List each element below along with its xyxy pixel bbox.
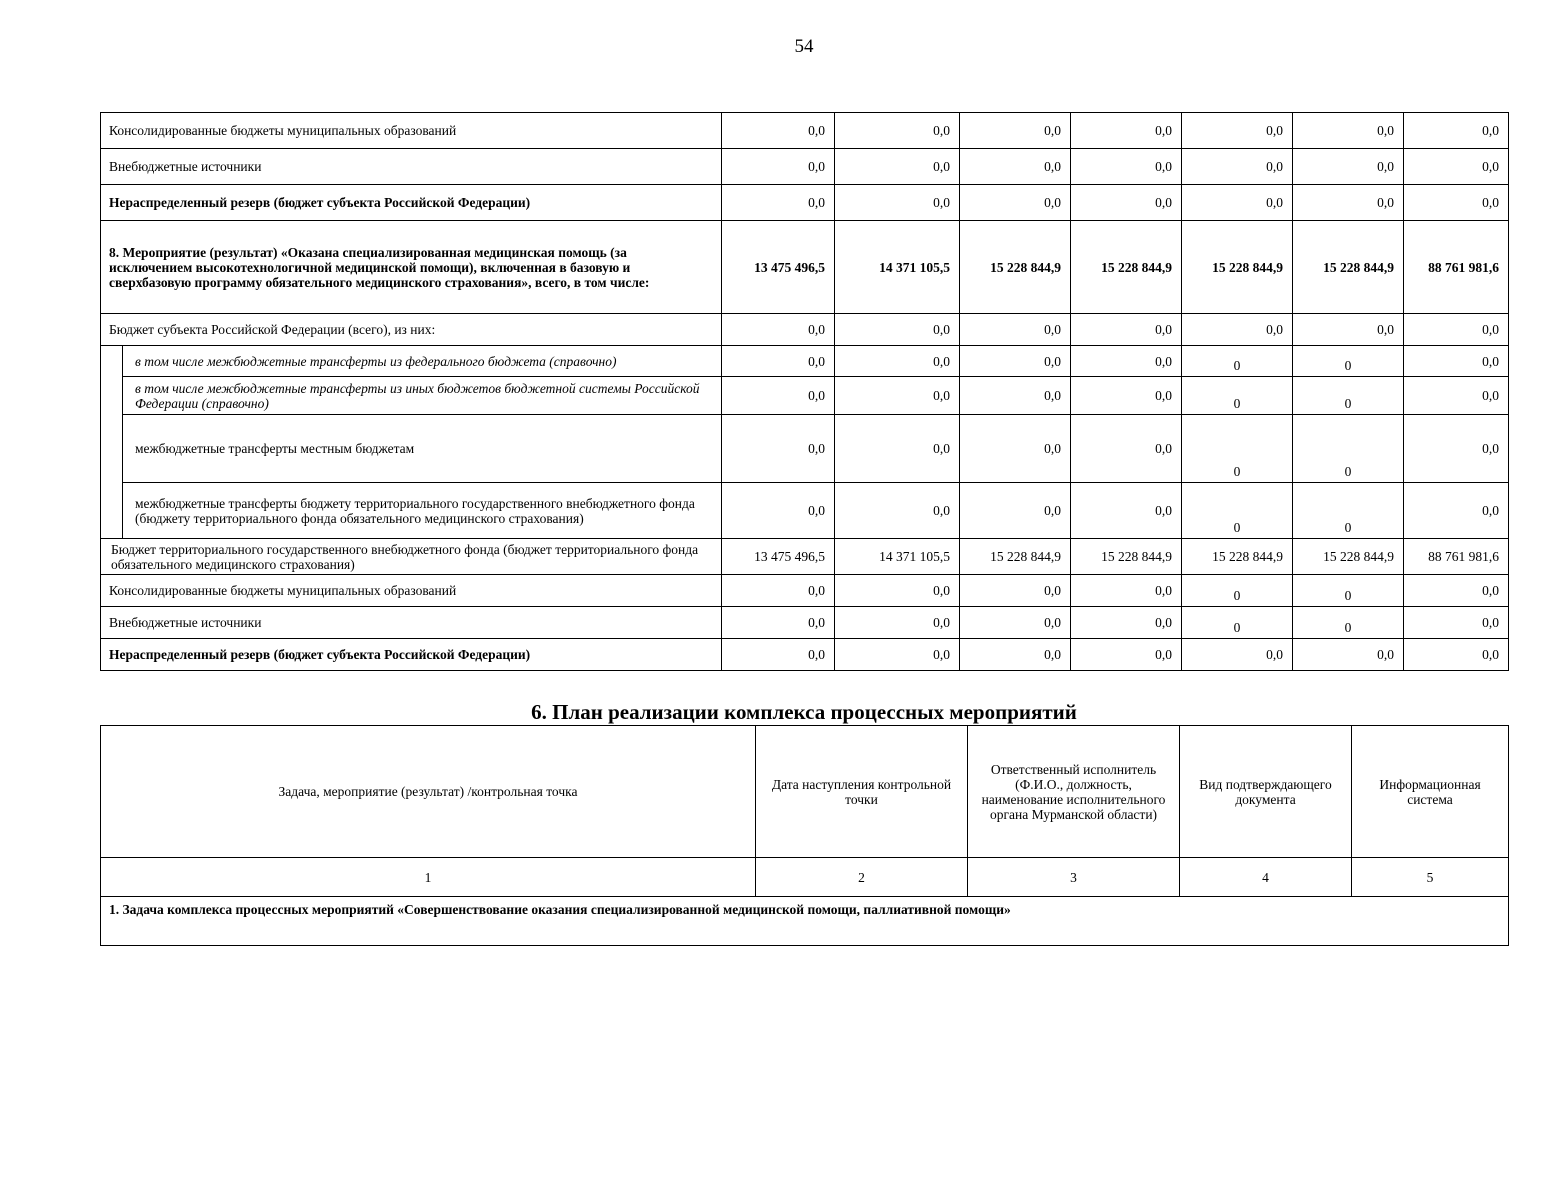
value-cell: 0,0	[1404, 377, 1509, 415]
value-cell: 0	[1182, 415, 1293, 483]
row-label: межбюджетные трансферты местным бюджетам	[123, 415, 722, 483]
finance-row	[101, 607, 1509, 639]
page-number: 54	[794, 36, 814, 57]
value-cell: 88 761 981,6	[1404, 221, 1509, 314]
row-label: Нераспределенный резерв (бюджет субъекта Российской Федерации)	[101, 639, 722, 671]
finance-row	[101, 346, 1509, 377]
value-cell: 0,0	[835, 483, 960, 539]
value-cell: 15 228 844,9	[1182, 221, 1293, 314]
value-cell: 0,0	[722, 377, 835, 415]
value-cell: 0,0	[835, 314, 960, 346]
value-cell: 0	[1293, 346, 1404, 377]
value-cell: 88 761 981,6	[1404, 539, 1509, 575]
value-cell: 0	[1182, 483, 1293, 539]
value-cell: 0,0	[1071, 415, 1182, 483]
finance-row	[101, 377, 1509, 415]
header-document-type: Вид подтверждающего документа	[1180, 726, 1352, 858]
value-cell: 14 371 105,5	[835, 221, 960, 314]
plan-column-numbers-row	[101, 858, 1509, 897]
finance-row	[101, 113, 1509, 149]
plan-header-row	[101, 726, 1509, 858]
value-cell: 0,0	[1182, 639, 1293, 671]
value-cell: 15 228 844,9	[1071, 221, 1182, 314]
value-cell: 0,0	[835, 575, 960, 607]
value-cell: 0,0	[1404, 185, 1509, 221]
value-cell: 0,0	[960, 149, 1071, 185]
value-cell: 0,0	[1293, 639, 1404, 671]
value-cell: 0,0	[960, 607, 1071, 639]
value-cell: 14 371 105,5	[835, 539, 960, 575]
value-cell: 0,0	[1071, 346, 1182, 377]
value-cell: 0,0	[1293, 185, 1404, 221]
value-cell: 0	[1182, 377, 1293, 415]
value-cell: 0,0	[722, 639, 835, 671]
value-cell: 0,0	[1182, 149, 1293, 185]
value-cell: 0,0	[722, 185, 835, 221]
column-number: 4	[1180, 858, 1352, 897]
finance-row	[101, 483, 1509, 539]
finance-row	[101, 314, 1509, 346]
value-cell: 0,0	[835, 185, 960, 221]
indent-spacer	[101, 346, 123, 539]
value-cell: 0,0	[835, 415, 960, 483]
value-cell: 0,0	[1182, 314, 1293, 346]
value-cell: 0	[1182, 607, 1293, 639]
value-cell: 0,0	[835, 346, 960, 377]
value-cell: 0	[1182, 575, 1293, 607]
row-label: Нераспределенный резерв (бюджет субъекта Российской Федерации)	[101, 185, 722, 221]
header-date: Дата наступления контрольной точки	[756, 726, 968, 858]
value-cell: 0,0	[1404, 149, 1509, 185]
value-cell: 0,0	[722, 483, 835, 539]
header-task: Задача, мероприятие (результат) /контрольная точка	[101, 726, 756, 858]
finance-row	[101, 185, 1509, 221]
column-number: 3	[968, 858, 1180, 897]
value-cell: 0,0	[1404, 346, 1509, 377]
section-title: 6. План реализации комплекса процессных мероприятий	[531, 700, 1077, 724]
value-cell: 13 475 496,5	[722, 221, 835, 314]
value-cell: 0,0	[1071, 185, 1182, 221]
row-label: в том числе межбюджетные трансферты из иных бюджетов бюджетной системы Российской Федерации (справочно)	[123, 377, 722, 415]
value-cell: 13 475 496,5	[722, 539, 835, 575]
value-cell: 0,0	[835, 639, 960, 671]
row-label: Бюджет территориального государственного внебюджетного фонда (бюджет территориального фонда обязательного медицинского страхования)	[101, 539, 722, 575]
value-cell: 0,0	[1071, 149, 1182, 185]
value-cell: 0,0	[1404, 415, 1509, 483]
row-label: в том числе межбюджетные трансферты из федерального бюджета (справочно)	[123, 346, 722, 377]
row-label: Внебюджетные источники	[101, 607, 722, 639]
plan-table	[100, 725, 1509, 946]
value-cell: 0	[1293, 575, 1404, 607]
finance-table	[100, 112, 1509, 671]
value-cell: 15 228 844,9	[1182, 539, 1293, 575]
value-cell: 0,0	[1293, 149, 1404, 185]
value-cell: 15 228 844,9	[1071, 539, 1182, 575]
value-cell: 0,0	[1071, 575, 1182, 607]
value-cell: 0,0	[1071, 377, 1182, 415]
finance-row	[101, 415, 1509, 483]
value-cell: 0	[1182, 346, 1293, 377]
value-cell: 0,0	[1071, 483, 1182, 539]
value-cell: 0,0	[1071, 113, 1182, 149]
value-cell: 0,0	[722, 314, 835, 346]
value-cell: 0,0	[960, 377, 1071, 415]
value-cell: 0,0	[1182, 185, 1293, 221]
finance-row	[101, 149, 1509, 185]
value-cell: 0	[1293, 377, 1404, 415]
value-cell: 0,0	[722, 346, 835, 377]
finance-row	[101, 539, 1509, 575]
row-label: Консолидированные бюджеты муниципальных образований	[101, 575, 722, 607]
value-cell: 0,0	[835, 113, 960, 149]
value-cell: 0,0	[1293, 113, 1404, 149]
value-cell: 0,0	[722, 113, 835, 149]
finance-row	[101, 221, 1509, 314]
value-cell: 0,0	[1404, 314, 1509, 346]
value-cell: 0,0	[960, 415, 1071, 483]
value-cell: 0,0	[1071, 314, 1182, 346]
value-cell: 0,0	[722, 607, 835, 639]
value-cell: 15 228 844,9	[960, 221, 1071, 314]
value-cell: 0,0	[1404, 607, 1509, 639]
row-label: межбюджетные трансферты бюджету территориального государственного внебюджетного фонда (бюджету территориального фонда обязательного медицинского страхования)	[123, 483, 722, 539]
plan-task-row	[101, 897, 1509, 946]
value-cell: 0,0	[835, 377, 960, 415]
value-cell: 0,0	[722, 575, 835, 607]
header-info-system: Информационная система	[1352, 726, 1509, 858]
finance-row	[101, 575, 1509, 607]
value-cell: 0	[1293, 607, 1404, 639]
value-cell: 15 228 844,9	[1293, 221, 1404, 314]
value-cell: 0,0	[960, 483, 1071, 539]
value-cell: 0,0	[960, 346, 1071, 377]
value-cell: 0,0	[1404, 113, 1509, 149]
value-cell: 0,0	[722, 149, 835, 185]
value-cell: 0,0	[1404, 639, 1509, 671]
value-cell: 0,0	[1404, 483, 1509, 539]
value-cell: 0,0	[960, 113, 1071, 149]
header-responsible: Ответственный исполнитель (Ф.И.О., должность, наименование исполнительного органа Мурманской области)	[968, 726, 1180, 858]
value-cell: 0	[1293, 483, 1404, 539]
value-cell: 0,0	[1293, 314, 1404, 346]
value-cell: 15 228 844,9	[960, 539, 1071, 575]
row-label: 8. Мероприятие (результат) «Оказана специализированная медицинская помощь (за исключением высокотехнологичной медицинской помощи), включенная в базовую и сверхбазовую программу обязательного медицинского страхования», всего, в том числе:	[101, 221, 722, 314]
value-cell: 0,0	[1071, 639, 1182, 671]
column-number: 1	[101, 858, 756, 897]
value-cell: 15 228 844,9	[1293, 539, 1404, 575]
value-cell: 0,0	[835, 149, 960, 185]
value-cell: 0,0	[960, 575, 1071, 607]
value-cell: 0,0	[960, 185, 1071, 221]
value-cell: 0,0	[1071, 607, 1182, 639]
row-label: Внебюджетные источники	[101, 149, 722, 185]
column-number: 2	[756, 858, 968, 897]
value-cell: 0,0	[1182, 113, 1293, 149]
value-cell: 0,0	[1404, 575, 1509, 607]
value-cell: 0,0	[960, 314, 1071, 346]
finance-row	[101, 639, 1509, 671]
task-label: 1. Задача комплекса процессных мероприятий «Совершенствование оказания специализированной медицинской помощи, паллиативной помощи»	[101, 897, 1509, 946]
value-cell: 0,0	[835, 607, 960, 639]
value-cell: 0,0	[960, 639, 1071, 671]
column-number: 5	[1352, 858, 1509, 897]
value-cell: 0	[1293, 415, 1404, 483]
value-cell: 0,0	[722, 415, 835, 483]
row-label: Бюджет субъекта Российской Федерации (всего), из них:	[101, 314, 722, 346]
row-label: Консолидированные бюджеты муниципальных образований	[101, 113, 722, 149]
